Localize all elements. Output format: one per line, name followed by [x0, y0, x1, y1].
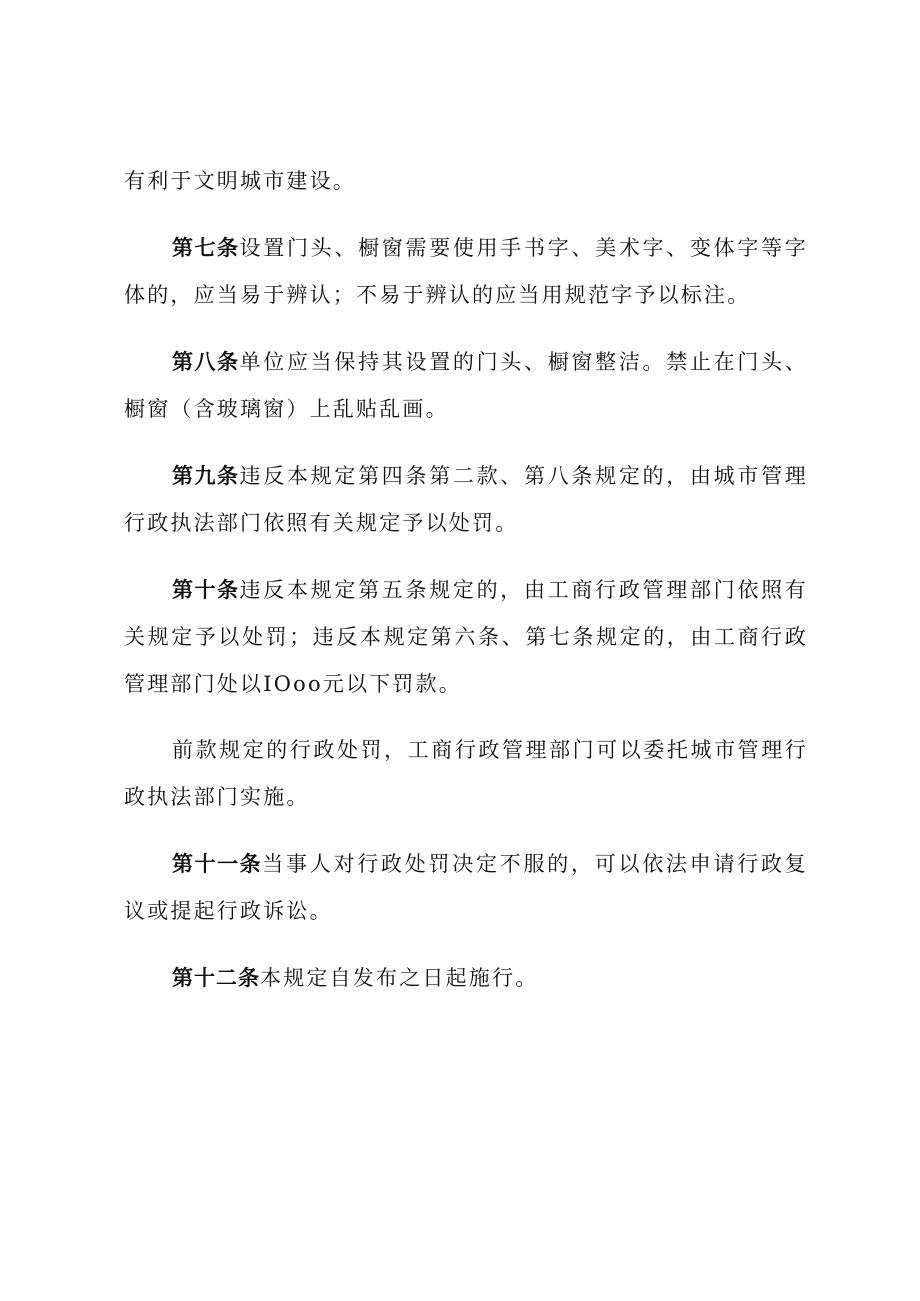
article-text: 设置门头、橱窗需要使用手书字、美术字、变体字等字体的，应当易于辨认；不易于辨认的应当用规范字予以标注。	[124, 236, 808, 307]
article-heading: 第九条	[172, 463, 240, 488]
article-text: 本规定自发布之日起施行。	[260, 966, 539, 990]
article-10-paragraph-2	[124, 727, 808, 821]
article-text: 当事人对行政处罚决定不服的，可以依法申请行政复议或提起行政诉讼。	[124, 852, 808, 923]
article-text: 违反本规定第四条第二款、第八条规定的，由城市管理行政执法部门依照有关规定予以处罚。	[124, 464, 808, 535]
article-heading: 第十二条	[172, 965, 260, 990]
article-8	[124, 338, 808, 433]
article-text: 违反本规定第五条规定的，由工商行政管理部门依照有关规定予以处罚；违反本规定第六条、第七条规定的，由工商行政管理部门处以IOoo元以下罚款。	[124, 578, 808, 696]
paragraph-text: 有利于文明城市建设。	[124, 169, 356, 193]
article-heading: 第七条	[172, 235, 240, 260]
article-9	[124, 452, 808, 547]
document-body	[124, 158, 808, 1021]
article-11	[124, 840, 808, 935]
article-heading: 第八条	[172, 349, 240, 374]
paragraph-continuation	[124, 158, 808, 205]
paragraph-text: 前款规定的行政处罚，工商行政管理部门可以委托城市管理行政执法部门实施。	[124, 738, 808, 809]
article-heading: 第十条	[172, 577, 240, 602]
article-text: 单位应当保持其设置的门头、橱窗整洁。禁止在门头、橱窗（含玻璃窗）上乱贴乱画。	[124, 350, 808, 421]
article-12	[124, 954, 808, 1002]
article-heading: 第十一条	[172, 851, 263, 876]
article-10	[124, 566, 808, 708]
article-7	[124, 224, 808, 319]
